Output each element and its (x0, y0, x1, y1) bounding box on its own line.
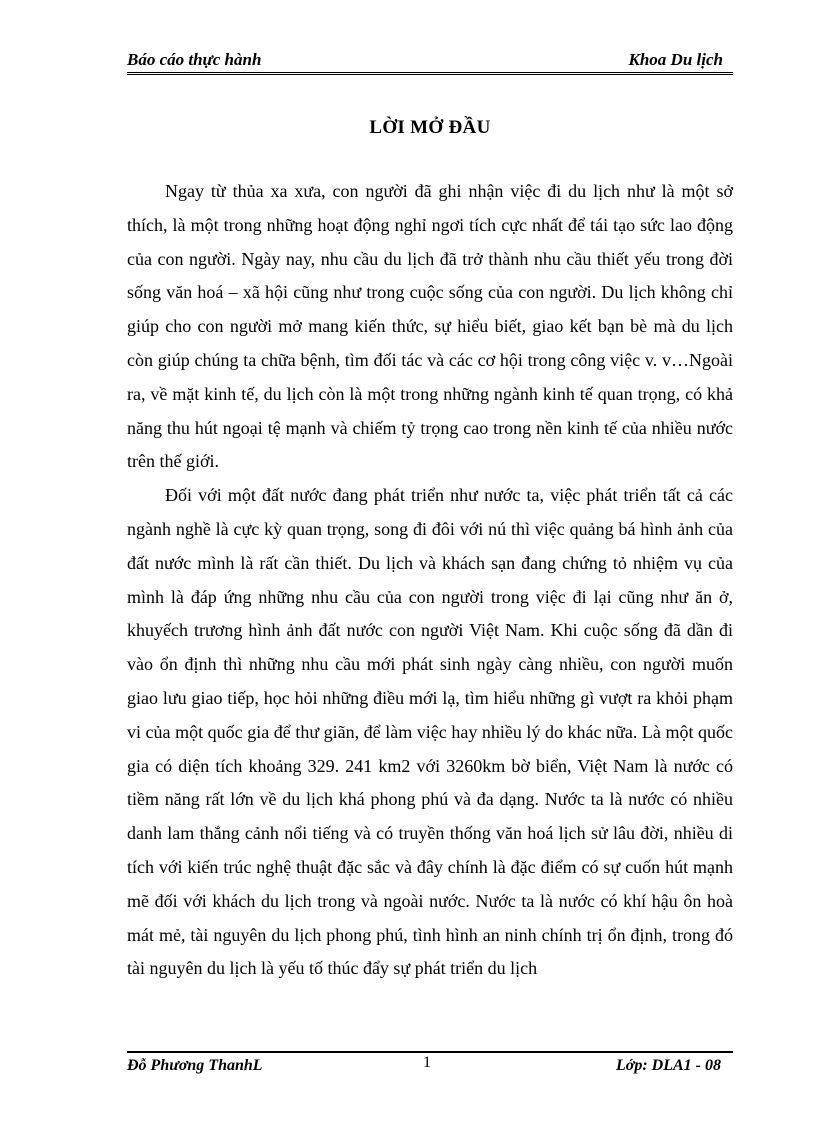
page-title: LỜI MỞ ĐẦU (369, 117, 491, 138)
footer-author: Đỗ Phương ThanhL (127, 1057, 263, 1074)
page-number: 1 (423, 1054, 431, 1071)
page-header (127, 48, 733, 75)
header-right-text: Khoa Du lịch (628, 50, 723, 69)
footer-class: Lớp: DLA1 - 08 (615, 1057, 721, 1074)
paragraph-2: Đối với một đất nước đang phát triển như nước ta, việc phát triển tất cả các ngành nghề là cực kỳ quan trọng, song đi đôi với nú thì việc quảng bá hình ảnh của đất nước mình là rất cần thiết. Du lịch và khách sạn đang chứng tỏ nhiệm vụ của mình là đáp ứng những nhu cầu của con người trong việc đi lại cũng như ăn ở, khuyếch trương hình ảnh đất nước con người Việt Nam. Khi cuộc sống đã dần đi vào ổn định thì những nhu cầu mới phát sinh ngày càng nhiều, con người muốn giao lưu giao tiếp, học hỏi những điều mới lạ, tìm hiểu những gì vượt ra khỏi phạm vi của một quốc gia để thư giãn, để làm việc hay nhiều lý do khác nữa. Là một quốc gia có diện tích khoảng 329. 241 km2 với 3260km bờ biển, Việt Nam là nước có tiềm năng rất lớn về du lịch khá phong phú và đa dạng. Nước ta là nước có nhiều danh lam thắng cảnh nổi tiếng và có truyền thống văn hoá lịch sử lâu đời, nhiều di tích với kiến trúc nghệ thuật đặc sắc và đây chính là đặc điểm có sự cuốn hút mạnh mẽ đối với khách du lịch trong và ngoài nước. Nước ta là nước có khí hậu ôn hoà mát mẻ, tài nguyên du lịch phong phú, tình hình an ninh chính trị ổn định, trong đó tài nguyên du lịch là yếu tố thúc đẩy sự phát triển du lịch (127, 485, 733, 979)
paragraph-1: Ngay từ thủa xa xưa, con người đã ghi nhận việc đi du lịch như là một sở thích, là một trong những hoạt động nghỉ ngơi tích cực nhất để tái tạo sức lao động của con người. Ngày nay, nhu cầu du lịch đã trở thành nhu cầu thiết yếu trong đời sống văn hoá – xã hội cũng như trong cuộc sống của con người. Du lịch không chỉ giúp cho con người mở mang kiến thức, sự hiểu biết, giao kết bạn bè mà du lịch còn giúp chúng ta chữa bệnh, tìm đối tác và các cơ hội trong công việc v. v…Ngoài ra, về mặt kinh tế, du lịch còn là một trong những ngành kinh tế quan trọng, có khả năng thu hút ngoại tệ mạnh và chiếm tỷ trọng cao trong nền kinh tế của nhiều nước trên thế giới. (127, 181, 733, 472)
body-text (127, 175, 733, 986)
page-footer (127, 1051, 733, 1079)
header-left-text: Báo cáo thực hành (127, 50, 262, 69)
